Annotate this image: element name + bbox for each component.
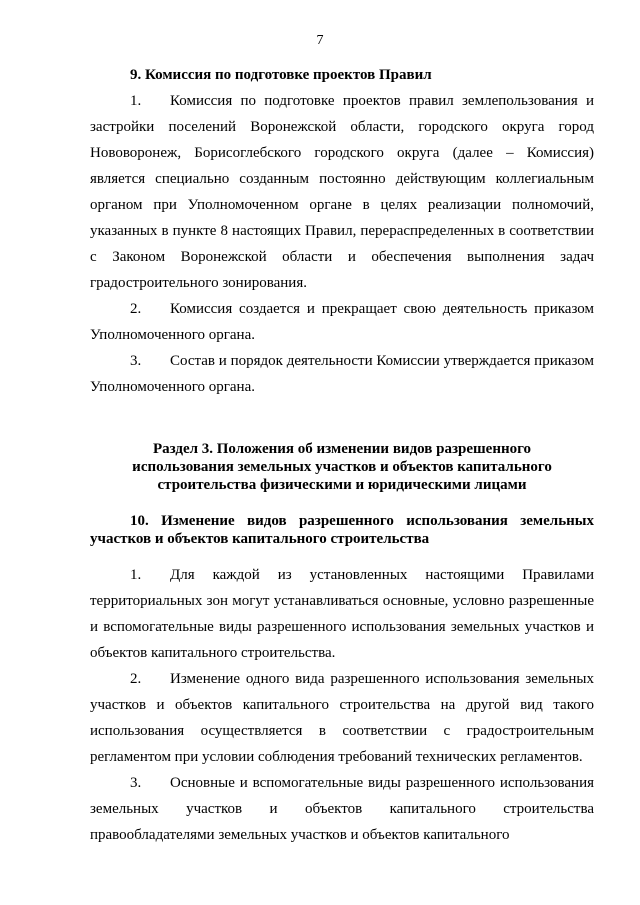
item-number: 3. [130, 353, 142, 369]
article-10-item-2 [90, 666, 594, 770]
article-9-item-3 [90, 348, 594, 400]
item-text: Изменение одного вида разрешенного использования земельных участков и объектов капитального строительства на другой вид такого использования осуществляется в соответствии с градостроительным регламентом при условии соблюдения требований технических регламентов. [90, 671, 594, 765]
article-10-item-3 [90, 770, 594, 848]
page-number: 7 [316, 33, 324, 48]
item-text: Для каждой из установленных настоящими Правилами территориальных зон могут устанавливаться основные, условно разрешенные и вспомогательные виды разрешенного использования земельных участков и объектов капитального строительства. [90, 567, 594, 661]
article-10-item-1 [90, 562, 594, 666]
item-number: 3. [130, 775, 142, 791]
item-number: 2. [130, 301, 142, 317]
document-body [90, 62, 594, 848]
item-text: Комиссия по подготовке проектов правил землепользования и застройки поселений Воронежской области, городского округа город Нововоронеж, Борисоглебского городского округа (далее – Комиссия) является специально созданным постоянно действующим коллегиальным органом при Уполномоченном органе в целях реализации полномочий, указанных в пункте 8 настоящих Правил, перераспределенных в соответствии с Законом Воронежской области и обеспечения выполнения задач градостроительного зонирования. [90, 93, 594, 291]
article-10-heading: 10. Изменение видов разрешенного использования земельных участков и объектов капитального строительства [90, 513, 594, 547]
item-number: 2. [130, 671, 142, 687]
item-number: 1. [130, 567, 142, 583]
section-3-title: Раздел 3. Положения об изменении видов разрешенного использования земельных участков и объектов капитального строительства физическими и юридическими лицами [132, 441, 552, 493]
item-text: Комиссия создается и прекращает свою деятельность приказом Уполномоченного органа. [90, 301, 594, 343]
article-9-heading: 9. Комиссия по подготовке проектов Правил [130, 67, 432, 83]
article-9-item-2 [90, 296, 594, 348]
item-number: 1. [130, 93, 142, 109]
item-text: Состав и порядок деятельности Комиссии утверждается приказом Уполномоченного органа. [90, 353, 594, 395]
article-9-item-1 [90, 88, 594, 296]
item-text: Основные и вспомогательные виды разрешенного использования земельных участков и объектов капитального строительства правообладателями земельных участков и объектов капитального [90, 775, 594, 843]
